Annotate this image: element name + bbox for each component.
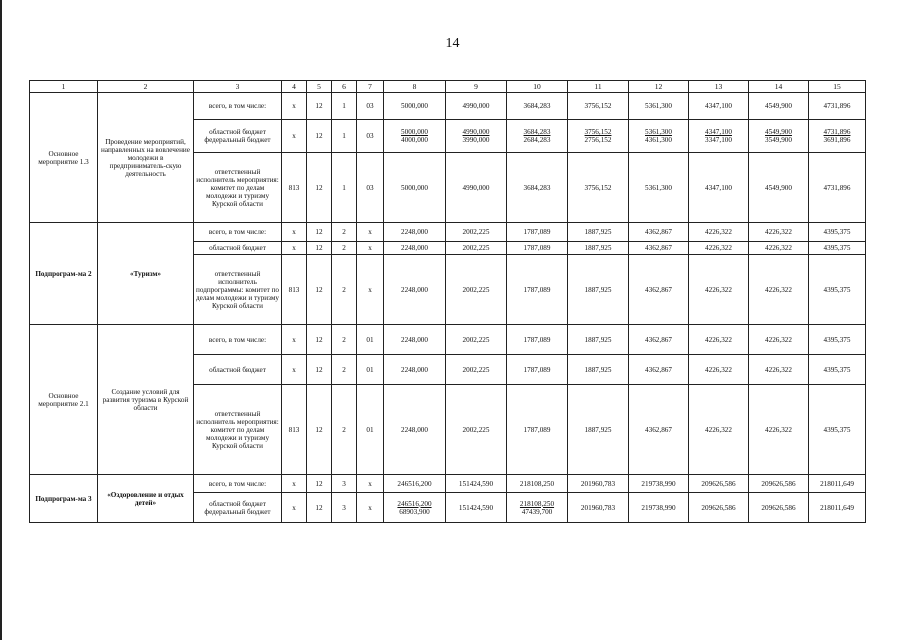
value-line: 209626,586 <box>761 503 796 512</box>
value-cell <box>629 493 689 523</box>
value-line: 4990,000 <box>462 128 490 136</box>
code-cell: 1 <box>332 93 357 120</box>
row-label: ответственный исполнитель подпрограммы: комитет по делам молодежи и туризму Курской области <box>194 255 282 325</box>
value-cell <box>809 355 866 385</box>
value-line: 2002,225 <box>462 244 490 252</box>
code-cell: 03 <box>357 120 384 153</box>
value-line: 2248,000 <box>401 365 428 374</box>
code-cell: х <box>282 120 307 153</box>
value-cell <box>507 493 568 523</box>
value-line: 4226,322 <box>765 365 792 374</box>
value-cell <box>384 493 446 523</box>
value-cell <box>809 325 866 355</box>
value-line: 1787,089 <box>523 365 551 374</box>
value-cell <box>809 223 866 242</box>
value-cell <box>629 223 689 242</box>
code-cell: 3 <box>332 493 357 523</box>
value-line: 2248,000 <box>401 335 428 344</box>
value-line: 2002,225 <box>462 285 490 294</box>
value-line: 3756,152 <box>584 102 612 110</box>
value-line: 3549,900 <box>765 136 792 144</box>
value-line: 4395,375 <box>823 365 851 374</box>
column-header-2: 2 <box>98 81 194 93</box>
column-header-11: 11 <box>568 81 629 93</box>
value-cell <box>568 325 629 355</box>
value-line: 4361,300 <box>645 136 672 144</box>
code-cell: 12 <box>307 325 332 355</box>
value-cell <box>384 325 446 355</box>
value-cell <box>384 475 446 493</box>
value-line: 3684,283 <box>523 183 551 192</box>
value-line: 218108,250 <box>519 479 555 488</box>
value-line: 4395,375 <box>823 425 851 434</box>
value-line: 219738,990 <box>641 503 676 512</box>
value-cell <box>689 93 749 120</box>
code-cell: 01 <box>357 385 384 475</box>
code-cell: 12 <box>307 255 332 325</box>
code-cell: х <box>282 242 307 255</box>
code-cell: 3 <box>332 475 357 493</box>
value-line: 218108,250 <box>519 499 555 508</box>
block-name: Подпрограм-ма 3 <box>30 475 98 523</box>
code-cell: 2 <box>332 255 357 325</box>
value-line: 4731,896 <box>823 102 851 110</box>
column-header-6: 6 <box>332 81 357 93</box>
row-label: областной бюджет федеральный бюджет <box>194 493 282 523</box>
row-label: областной бюджет <box>194 355 282 385</box>
value-line: 2248,000 <box>401 285 428 294</box>
code-cell: 12 <box>307 385 332 475</box>
value-cell <box>568 223 629 242</box>
value-cell <box>507 223 568 242</box>
code-cell: 12 <box>307 493 332 523</box>
value-line: 4362,867 <box>645 228 672 236</box>
table-row <box>30 475 866 493</box>
code-cell: 12 <box>307 93 332 120</box>
code-cell: 12 <box>307 120 332 153</box>
value-cell <box>689 475 749 493</box>
value-cell <box>384 120 446 153</box>
value-cell <box>446 93 507 120</box>
value-line: 1887,925 <box>584 285 612 294</box>
value-cell <box>689 255 749 325</box>
value-line: 4347,100 <box>705 128 732 136</box>
value-line: 246516,200 <box>397 479 432 488</box>
code-cell: 2 <box>332 385 357 475</box>
code-cell: 12 <box>307 223 332 242</box>
value-cell <box>384 255 446 325</box>
row-label: всего, в том числе: <box>194 475 282 493</box>
value-cell <box>568 242 629 255</box>
code-cell: 2 <box>332 355 357 385</box>
header-row <box>30 81 866 93</box>
value-line: 5361,300 <box>645 102 672 110</box>
value-cell <box>749 385 809 475</box>
row-label: всего, в том числе: <box>194 223 282 242</box>
value-line: 3684,283 <box>523 128 551 136</box>
value-line: 1787,089 <box>523 425 551 434</box>
value-cell <box>568 385 629 475</box>
table-row <box>30 223 866 242</box>
value-line: 209626,586 <box>701 503 736 512</box>
value-cell <box>507 255 568 325</box>
value-cell <box>507 355 568 385</box>
value-line: 3347,100 <box>705 136 732 144</box>
value-cell <box>629 325 689 355</box>
code-cell: х <box>357 255 384 325</box>
value-line: 4226,322 <box>705 244 732 252</box>
code-cell: 01 <box>357 355 384 385</box>
value-cell <box>384 355 446 385</box>
code-cell: х <box>357 493 384 523</box>
value-cell <box>568 475 629 493</box>
value-cell <box>689 223 749 242</box>
column-header-4: 4 <box>282 81 307 93</box>
value-line: 2248,000 <box>401 425 428 434</box>
value-cell <box>384 153 446 223</box>
value-line: 2002,225 <box>462 425 490 434</box>
value-line: 201960,783 <box>580 503 616 512</box>
value-line: 4549,900 <box>765 102 792 110</box>
value-cell <box>749 93 809 120</box>
value-line: 3756,152 <box>584 128 612 136</box>
value-line: 4226,322 <box>765 285 792 294</box>
column-header-5: 5 <box>307 81 332 93</box>
value-line: 4731,896 <box>823 128 851 136</box>
value-line: 4362,867 <box>645 425 672 434</box>
block-title: Проведение мероприятий, направленных на вовлечение молодежи в предприниматель-скую деятельность <box>98 93 194 223</box>
value-line: 2002,225 <box>462 365 490 374</box>
row-label: областной бюджет федеральный бюджет <box>194 120 282 153</box>
value-cell <box>629 255 689 325</box>
value-line: 1887,925 <box>584 244 612 252</box>
value-line: 4549,900 <box>765 183 792 192</box>
value-cell <box>446 475 507 493</box>
row-label: ответственный исполнитель мероприятия: комитет по делам молодежи и туризму Курской области <box>194 385 282 475</box>
value-cell <box>689 120 749 153</box>
value-cell <box>809 493 866 523</box>
value-line: 47439,700 <box>521 507 553 516</box>
value-cell <box>568 493 629 523</box>
row-label: ответственный исполнитель мероприятия: комитет по делам молодежи и туризму Курской области <box>194 153 282 223</box>
value-cell <box>507 325 568 355</box>
column-header-13: 13 <box>689 81 749 93</box>
value-line: 4226,322 <box>765 228 792 236</box>
code-cell: 1 <box>332 153 357 223</box>
value-line: 2002,225 <box>462 228 490 236</box>
code-cell: 2 <box>332 242 357 255</box>
value-cell <box>689 153 749 223</box>
value-cell <box>568 93 629 120</box>
code-cell: 2 <box>332 223 357 242</box>
column-header-10: 10 <box>507 81 568 93</box>
table-row <box>30 93 866 120</box>
value-line: 2756,152 <box>584 136 612 144</box>
block-title: «Туризм» <box>98 223 194 325</box>
value-line: 4362,867 <box>645 365 672 374</box>
code-cell: 12 <box>307 355 332 385</box>
value-cell <box>749 325 809 355</box>
code-cell: 813 <box>282 385 307 475</box>
code-cell: 813 <box>282 153 307 223</box>
value-line: 5361,300 <box>645 183 672 192</box>
value-cell <box>629 475 689 493</box>
value-line: 1887,925 <box>584 228 612 236</box>
value-cell <box>446 355 507 385</box>
code-cell: х <box>357 242 384 255</box>
value-line: 1887,925 <box>584 425 612 434</box>
value-line: 4549,900 <box>765 128 792 136</box>
value-line: 2248,000 <box>401 228 428 236</box>
value-line: 4347,100 <box>705 183 732 192</box>
code-cell: х <box>282 493 307 523</box>
value-line: 4226,322 <box>705 228 732 236</box>
value-cell <box>629 153 689 223</box>
value-cell <box>689 385 749 475</box>
value-cell <box>507 120 568 153</box>
value-cell <box>629 242 689 255</box>
value-line: 209626,586 <box>701 479 736 488</box>
value-line: 4362,867 <box>645 285 672 294</box>
value-cell <box>384 385 446 475</box>
value-cell <box>446 153 507 223</box>
value-cell <box>749 153 809 223</box>
value-line: 4395,375 <box>823 244 851 252</box>
value-cell <box>749 355 809 385</box>
value-cell <box>749 493 809 523</box>
value-cell <box>809 242 866 255</box>
value-line: 68903,900 <box>399 507 430 516</box>
value-line: 151424,590 <box>458 479 494 488</box>
value-cell <box>507 385 568 475</box>
value-cell <box>629 355 689 385</box>
value-line: 4226,322 <box>705 335 732 344</box>
value-line: 5000,000 <box>401 102 428 110</box>
value-cell <box>507 153 568 223</box>
value-line: 4226,322 <box>705 285 732 294</box>
value-line: 151424,590 <box>458 503 494 512</box>
value-cell <box>446 242 507 255</box>
row-label: всего, в том числе: <box>194 93 282 120</box>
value-cell <box>384 223 446 242</box>
value-line: 218011,649 <box>820 503 854 512</box>
value-cell <box>809 120 866 153</box>
value-cell <box>749 475 809 493</box>
value-line: 1787,089 <box>523 228 551 236</box>
code-cell: 12 <box>307 242 332 255</box>
value-cell <box>749 223 809 242</box>
value-line: 4362,867 <box>645 335 672 344</box>
value-line: 2248,000 <box>401 244 428 252</box>
column-header-12: 12 <box>629 81 689 93</box>
code-cell: 12 <box>307 475 332 493</box>
value-line: 4226,322 <box>705 365 732 374</box>
value-cell <box>446 255 507 325</box>
value-line: 218011,649 <box>820 479 854 488</box>
value-cell <box>689 355 749 385</box>
block-title: «Оздоровление и отдых детей» <box>98 475 194 523</box>
value-cell <box>446 325 507 355</box>
value-cell <box>507 242 568 255</box>
value-line: 5000,000 <box>401 183 428 192</box>
code-cell: х <box>282 93 307 120</box>
value-cell <box>568 120 629 153</box>
block-name: Основное мероприятие 2.1 <box>30 325 98 475</box>
value-line: 4395,375 <box>823 228 851 236</box>
value-cell <box>629 93 689 120</box>
value-line: 4990,000 <box>462 102 490 110</box>
code-cell: 813 <box>282 255 307 325</box>
column-header-15: 15 <box>809 81 866 93</box>
column-header-7: 7 <box>357 81 384 93</box>
value-line: 4226,322 <box>765 425 792 434</box>
value-cell <box>689 493 749 523</box>
table-row <box>30 325 866 355</box>
block-name: Подпрограм-ма 2 <box>30 223 98 325</box>
page-number: 14 <box>445 36 460 51</box>
value-line: 3684,283 <box>523 102 551 110</box>
budget-table <box>29 80 866 523</box>
value-line: 4226,322 <box>765 244 792 252</box>
value-line: 1887,925 <box>584 335 612 344</box>
value-cell <box>809 385 866 475</box>
value-cell <box>749 120 809 153</box>
code-cell: х <box>357 475 384 493</box>
code-cell: 03 <box>357 93 384 120</box>
value-cell <box>809 475 866 493</box>
value-cell <box>749 242 809 255</box>
column-header-14: 14 <box>749 81 809 93</box>
value-cell <box>809 255 866 325</box>
column-header-3: 3 <box>194 81 282 93</box>
value-line: 3756,152 <box>584 183 612 192</box>
code-cell: 01 <box>357 325 384 355</box>
value-cell <box>568 255 629 325</box>
value-cell <box>568 355 629 385</box>
value-cell <box>749 255 809 325</box>
value-line: 5000,000 <box>401 128 428 136</box>
value-line: 1787,089 <box>523 335 551 344</box>
value-cell <box>568 153 629 223</box>
value-line: 2002,225 <box>462 335 490 344</box>
value-cell <box>689 242 749 255</box>
value-cell <box>689 325 749 355</box>
value-cell <box>384 93 446 120</box>
value-cell <box>809 153 866 223</box>
value-line: 4347,100 <box>705 102 732 110</box>
value-line: 2684,283 <box>523 136 551 144</box>
code-cell: 03 <box>357 153 384 223</box>
value-cell <box>629 385 689 475</box>
column-header-9: 9 <box>446 81 507 93</box>
value-line: 3691,896 <box>823 136 851 144</box>
code-cell: х <box>282 223 307 242</box>
row-label: областной бюджет <box>194 242 282 255</box>
value-line: 5361,300 <box>645 128 672 136</box>
value-line: 4731,896 <box>823 183 851 192</box>
value-line: 1787,089 <box>523 244 551 252</box>
block-name: Основное мероприятие 1.3 <box>30 93 98 223</box>
value-cell <box>507 475 568 493</box>
value-line: 4226,322 <box>705 425 732 434</box>
value-line: 4395,375 <box>823 285 851 294</box>
value-cell <box>446 223 507 242</box>
value-line: 4395,375 <box>823 335 851 344</box>
code-cell: х <box>282 475 307 493</box>
code-cell: 2 <box>332 325 357 355</box>
value-line: 3990,000 <box>462 136 490 144</box>
code-cell: х <box>357 223 384 242</box>
value-line: 201960,783 <box>580 479 616 488</box>
row-label: всего, в том числе: <box>194 325 282 355</box>
block-title: Создание условий для развития туризма в Курской области <box>98 325 194 475</box>
value-line: 219738,990 <box>641 479 676 488</box>
code-cell: 12 <box>307 153 332 223</box>
column-header-8: 8 <box>384 81 446 93</box>
code-cell: 1 <box>332 120 357 153</box>
code-cell: х <box>282 355 307 385</box>
column-header-1: 1 <box>30 81 98 93</box>
value-line: 4000,000 <box>401 136 428 144</box>
value-line: 4990,000 <box>462 183 490 192</box>
value-cell <box>446 385 507 475</box>
value-line: 4226,322 <box>765 335 792 344</box>
value-line: 1787,089 <box>523 285 551 294</box>
value-line: 1887,925 <box>584 365 612 374</box>
page-left-edge <box>0 0 2 640</box>
value-line: 246516,200 <box>397 499 432 508</box>
value-cell <box>629 120 689 153</box>
value-line: 4362,867 <box>645 244 672 252</box>
value-cell <box>809 93 866 120</box>
value-cell <box>507 93 568 120</box>
value-line: 209626,586 <box>761 479 796 488</box>
value-cell <box>446 120 507 153</box>
code-cell: х <box>282 325 307 355</box>
value-cell <box>446 493 507 523</box>
value-cell <box>384 242 446 255</box>
